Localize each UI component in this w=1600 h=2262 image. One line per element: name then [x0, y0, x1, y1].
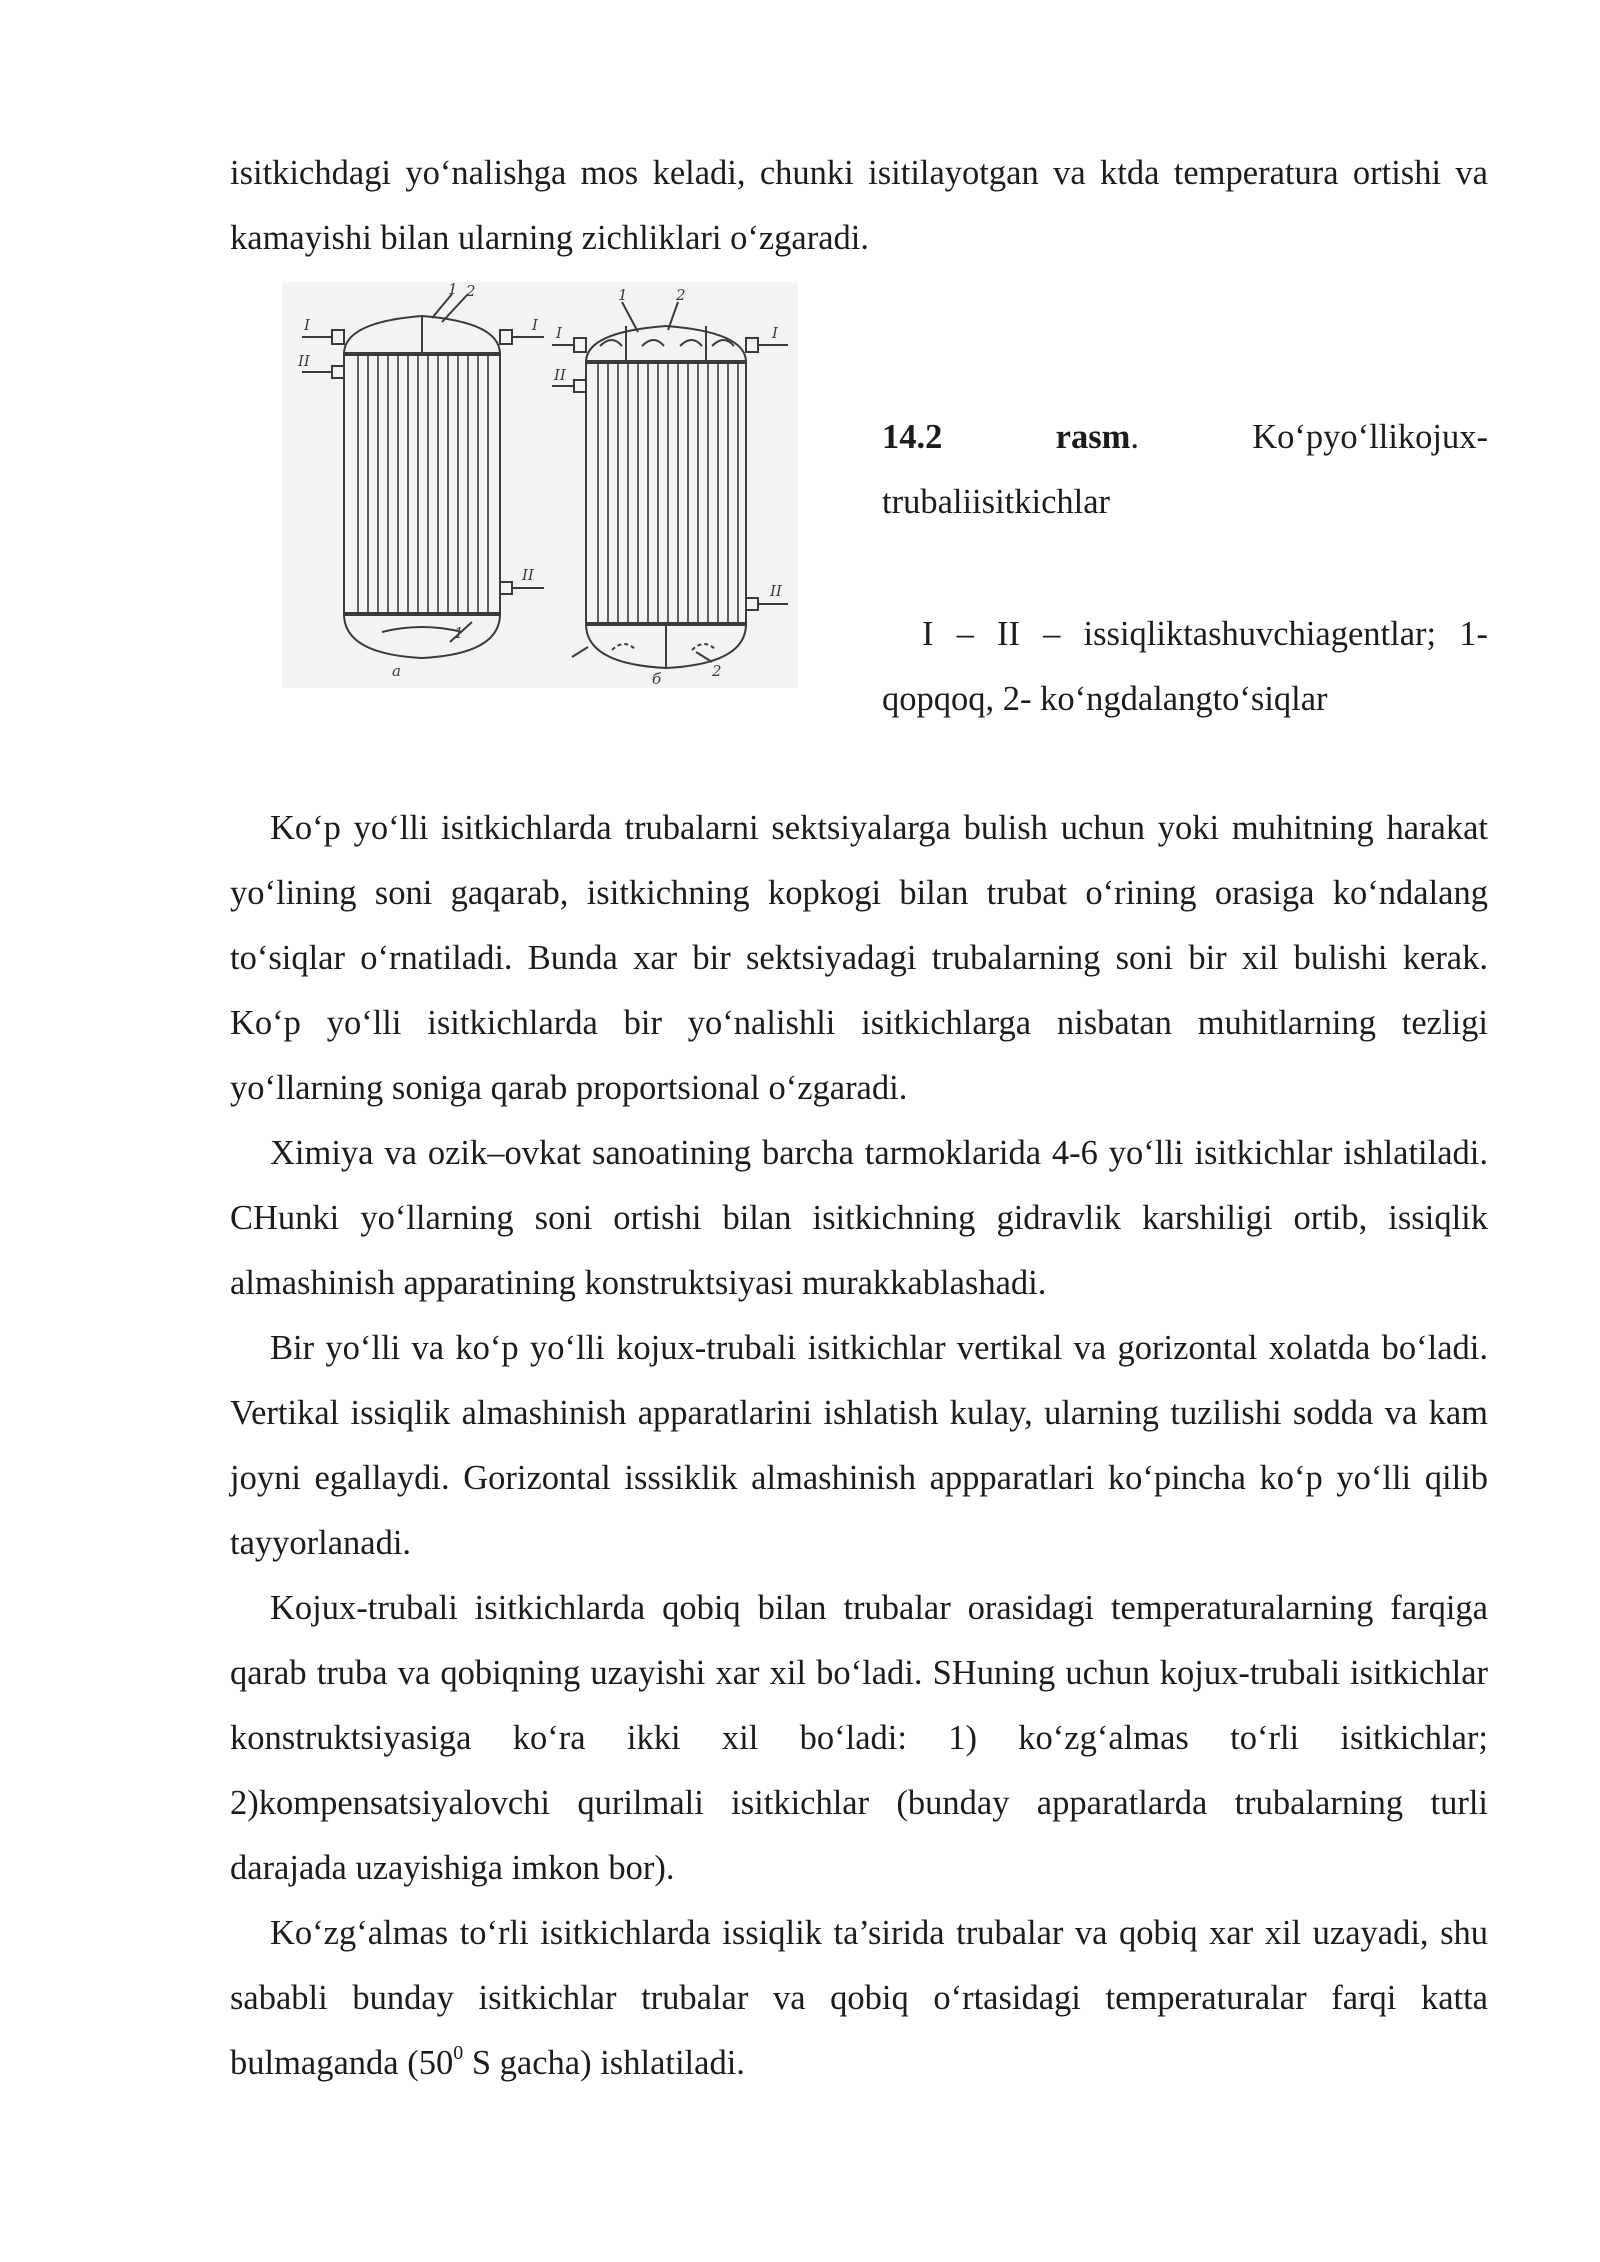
figure-word-wrap [1056, 405, 1139, 470]
label-roman-1-left-in: I [304, 316, 310, 334]
multipass-heat-exchanger-drawing [282, 282, 798, 688]
paragraph-2: Ximiya va ozik–ovkat sanoatining barcha tarmoklarida 4-6 yo‘lli isitkichlar ishlatiladi. CHunki yo‘llarning soni ortishi bilan isitkichning gidravlik karshiligi ortib, issiqlik almashinish apparatining konstruktsiyasi murakkablashadi. [230, 1134, 1488, 1302]
label-roman-2-right-in: II [554, 366, 566, 384]
paragraph-5-text-a: Ko‘zg‘almas to‘rli isitkichlarda issiqlik ta’sirida trubalar va qobiq xar xil uzayadi, shu sababli bunday isitkichlar trubalar va qobiq o‘rtasidagi temperaturalar farqi katta bulmaganda (50 [230, 1914, 1488, 2082]
figure-number: 14.2 [882, 418, 943, 456]
figure-word: rasm [1055, 418, 1131, 456]
label-roman-2-right-out: II [770, 582, 782, 600]
paragraph-1: Ko‘p yo‘lli isitkichlarda trubalarni sektsiyalarga bulish uchun yoki muhitning harakat yo‘lining soni gaqarab, isitkichning kopkogi bilan trubat o‘rining orasiga ko‘ndalang to‘siqlar o‘rnatiladi. Bunda xar bir sektsiyadagi trubalarning soni bir xil bulishi kerak. Ko‘p yo‘lli isitkichlarda bir yo‘nalishli isitkichlarga nisbatan muhitlarning tezligi yo‘llarning soniga qarab proportsional o‘zgaradi. [230, 809, 1488, 1107]
label-roman-2-left-in: II [298, 352, 310, 370]
caption-title-part-2: trubaliisitkichlar [882, 483, 1111, 521]
label-roman-2-left-out: II [522, 566, 534, 584]
paragraph-5-text-b: S gacha) ishlatiladi. [463, 2044, 745, 2082]
label-num-1-left: 1 [448, 282, 458, 298]
caption-title-line [882, 405, 1488, 470]
label-num-2-left: 2 [466, 282, 476, 300]
paragraph-5 [230, 1901, 1488, 2096]
heat-exchanger-figure [282, 282, 798, 688]
paragraph-4: Kojux-trubali isitkichlarda qobiq bilan trubalar orasidagi temperaturalarning farqiga qarab truba va qobiqning uzayishi xar xil bo‘ladi. SHuning uchun kojux-trubali isitkichlar konstruktsiyasiga ko‘ra ikki xil bo‘ladi: 1) ko‘zg‘almas to‘rli isitkichlar; 2)kompensatsiyalovchi qurilmali isitkichlar (bunday apparatlarda trubalarning turli darajada uzayishiga imkon bor). [230, 1589, 1488, 1887]
label-num-2-right: 2 [676, 286, 686, 304]
label-roman-1-right-out: I [772, 324, 778, 342]
label-num-2-right-bottom: 2 [712, 662, 722, 680]
degree-superscript: 0 [453, 2041, 464, 2064]
label-roman-1-right-in: I [556, 324, 562, 342]
caption-legend-line-2: qopqoq, 2- ko‘ngdalangto‘siqlar [882, 680, 1328, 718]
label-sub-b: б [652, 670, 662, 688]
paragraph-continuation: isitkichdagi yo‘nalishga mos keladi, chunki isitilayotgan va ktda temperatura ortishi va kamayishi bilan ularning zichliklari o‘zgaradi. [230, 154, 1488, 257]
label-sub-a: a [392, 662, 401, 680]
caption-legend-line-1: I – II – issiqliktashuvchiagentlar; 1- [922, 615, 1488, 653]
figure-caption-title [882, 405, 1488, 535]
label-roman-1-left-out: I [532, 316, 538, 334]
label-num-1-left-bottom: 1 [454, 624, 464, 642]
paragraph-3: Bir yo‘lli va ko‘p yo‘lli kojux-trubali isitkichlar vertikal va gorizontal xolatda bo‘ladi. Vertikal issiqlik almashinish apparatlarini ishlatish kulay, ularning tuzilishi sodda va kam joyni egallaydi. Gorizontal isssiklik almashinish appparatlari ko‘pincha ko‘p yo‘lli qilib tayyorlanadi. [230, 1329, 1488, 1562]
figure-word-punct: . [1130, 418, 1139, 456]
caption-title-part-1: Ko‘pyo‘llikojux- [1252, 418, 1488, 456]
label-num-1-right: 1 [618, 286, 628, 304]
figure-caption-legend [882, 602, 1488, 732]
